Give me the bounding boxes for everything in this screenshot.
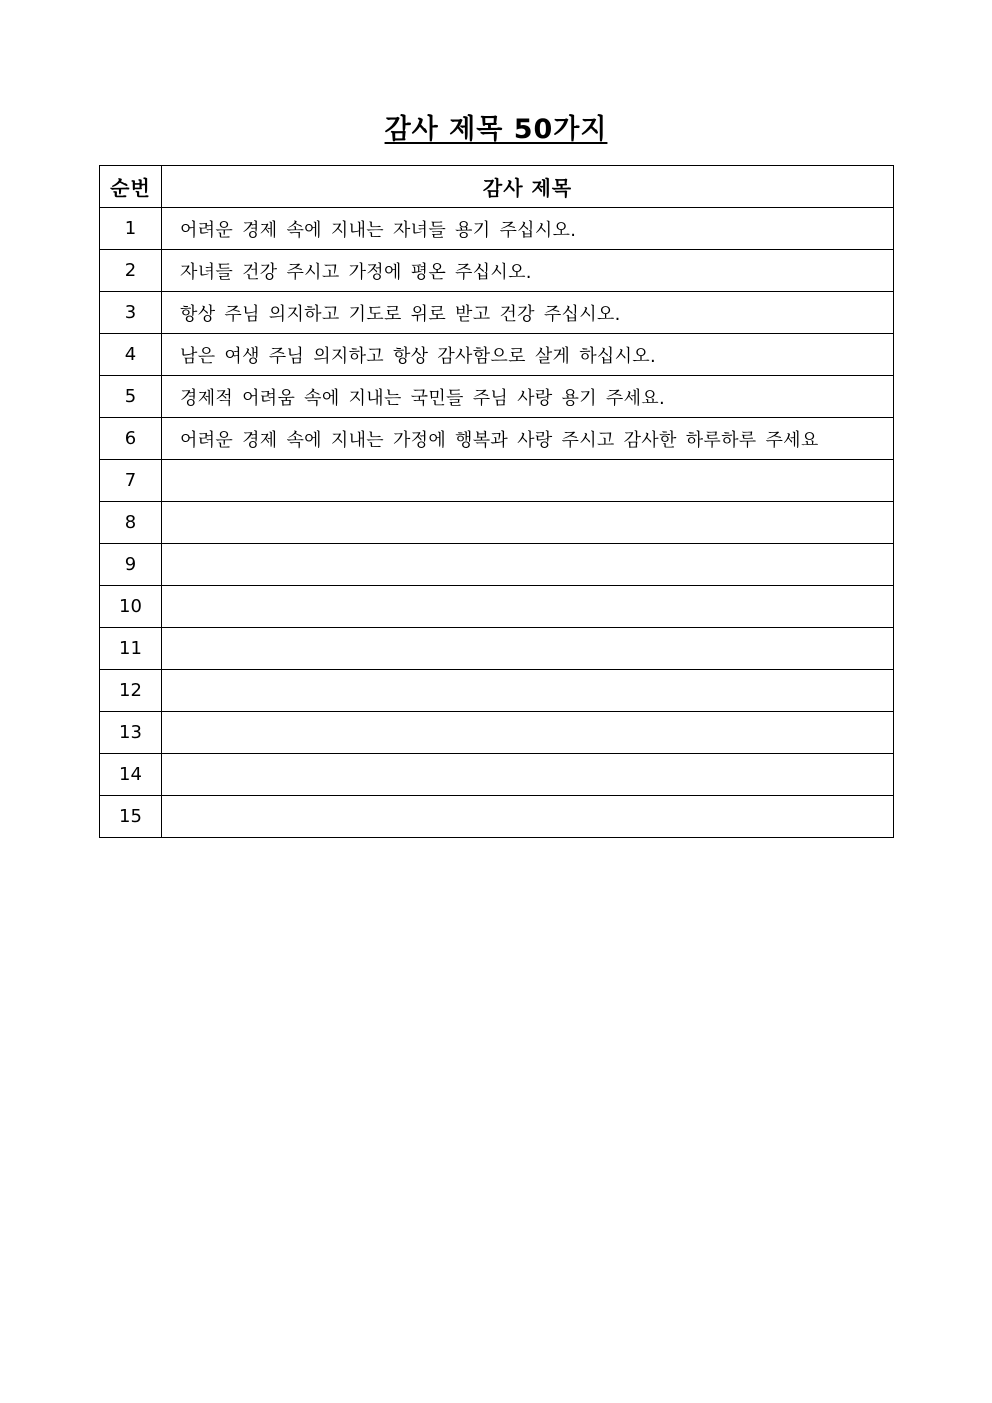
document-title-text: 감사 제목 50가지 xyxy=(384,114,608,145)
row-title xyxy=(162,544,894,586)
row-number: 5 xyxy=(100,376,162,418)
row-title xyxy=(162,754,894,796)
document-title xyxy=(0,110,992,150)
row-number: 7 xyxy=(100,460,162,502)
table-row xyxy=(100,208,894,250)
table-row xyxy=(100,376,894,418)
row-title xyxy=(162,586,894,628)
table-row xyxy=(100,418,894,460)
table-row xyxy=(100,250,894,292)
table-header-row xyxy=(100,166,894,208)
table-row xyxy=(100,460,894,502)
row-number: 6 xyxy=(100,418,162,460)
row-title: 남은 여생 주님 의지하고 항상 감사함으로 살게 하십시오. xyxy=(162,334,894,376)
header-title: 감사 제목 xyxy=(162,166,894,208)
table-row xyxy=(100,712,894,754)
row-number: 12 xyxy=(100,670,162,712)
row-number: 2 xyxy=(100,250,162,292)
row-number: 1 xyxy=(100,208,162,250)
table-row xyxy=(100,754,894,796)
row-title xyxy=(162,670,894,712)
row-title: 어려운 경제 속에 지내는 가정에 행복과 사랑 주시고 감사한 하루하루 주세요 xyxy=(162,418,894,460)
table-row xyxy=(100,292,894,334)
row-number: 4 xyxy=(100,334,162,376)
gratitude-table xyxy=(99,165,894,838)
row-title xyxy=(162,502,894,544)
table-row xyxy=(100,628,894,670)
row-title xyxy=(162,628,894,670)
row-number: 3 xyxy=(100,292,162,334)
table-row xyxy=(100,334,894,376)
row-title: 항상 주님 의지하고 기도로 위로 받고 건강 주십시오. xyxy=(162,292,894,334)
table-row xyxy=(100,796,894,838)
row-number: 8 xyxy=(100,502,162,544)
table-row xyxy=(100,670,894,712)
header-number: 순번 xyxy=(100,166,162,208)
table-body xyxy=(100,208,894,838)
row-number: 11 xyxy=(100,628,162,670)
row-title: 경제적 어려움 속에 지내는 국민들 주님 사랑 용기 주세요. xyxy=(162,376,894,418)
table-row xyxy=(100,544,894,586)
table-row xyxy=(100,502,894,544)
row-title: 어려운 경제 속에 지내는 자녀들 용기 주십시오. xyxy=(162,208,894,250)
row-title xyxy=(162,796,894,838)
row-title: 자녀들 건강 주시고 가정에 평온 주십시오. xyxy=(162,250,894,292)
row-title xyxy=(162,712,894,754)
row-number: 13 xyxy=(100,712,162,754)
row-number: 10 xyxy=(100,586,162,628)
table-row xyxy=(100,586,894,628)
row-number: 14 xyxy=(100,754,162,796)
row-title xyxy=(162,460,894,502)
row-number: 15 xyxy=(100,796,162,838)
row-number: 9 xyxy=(100,544,162,586)
